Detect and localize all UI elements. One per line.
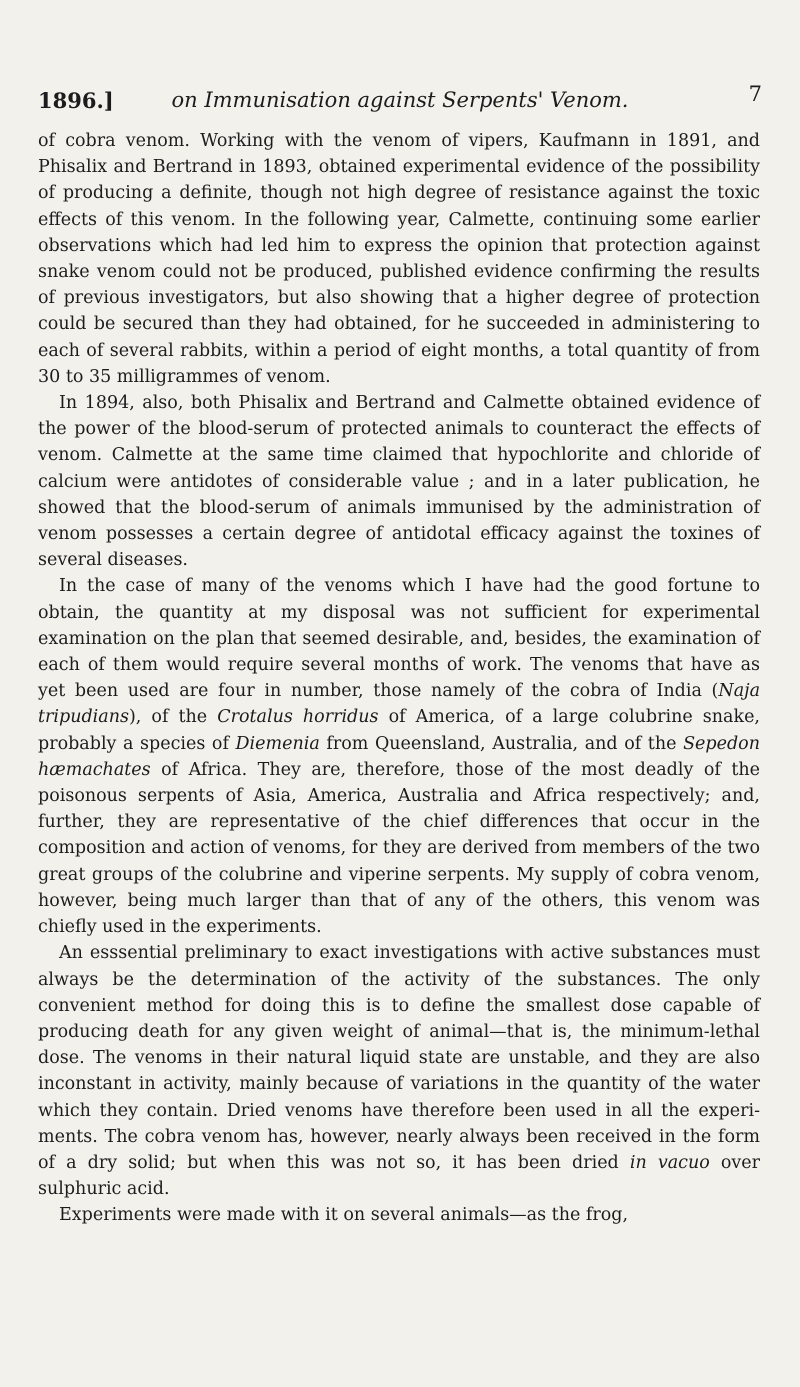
text-run: of cobra venom. Working with the venom of vipers, Kaufmann in 1891, and Phisalix and Bertrand in 1893, obtained experimental evidence of the possibility of producing a definite, though not high degree of resistance against the toxic effects of this venom. In the following year, Calmette, continuing some earlier observations which had led him to express the opinion that protection against snake venom could not be produced, published evidence confirming the results of previous investigators, but also showing that a higher degree of protection could be secured than they had obtained, for he succeeded in administering to each of several rabbits, within a period of eight months, a total quantity of from 30 to 35 milligrammes of venom. xyxy=(38,131,760,387)
text-run: In 1894, also, both Phisalix and Bertrand and Calmette obtained evidence of the power of the blood-serum of protected animals to counteract the effects of venom. Calmette at the same time claimed that hypochlorite and chloride of calcium were antidotes of considerable value ; and in a later publication, he showed that the blood-serum of animals immunised by the administration of venom possesses a certain degree of antidotal efficacy against the toxines of several diseases. xyxy=(38,393,760,571)
text-run: An esssential preliminary to exact investigations with active substances must always be the determination of the activity of the substances. The only convenient method for doing this is to define the smallest dose capable of producing death for any given weight of animal—that is, the minimum-lethal dose. The venoms in their natural liquid state are unstable, and they are also inconstant in activity, mainly because of variations in the quantity of the water which they contain. Dried venoms have therefore been used in all the experiments. The cobra venom has, however, nearly always been received in the form of a dry solid; but when this was not so, it has been dried xyxy=(38,943,760,1173)
text-run: In the case of many of the venoms which I have had the good fortune to obtain, the quantity at my disposal was not sufficient for experimental examination on the plan that seemed desirable, and, besides, the examination of each of them would require several months of work. The venoms that have as yet been used are four in number, those namely of the cobra of India ( xyxy=(38,576,760,702)
paragraph xyxy=(38,390,760,573)
running-header xyxy=(38,82,762,118)
italic-term: in vacuo xyxy=(629,1152,710,1173)
running-title: on Immunisation against Serpents' Venom. xyxy=(171,88,629,112)
header-year: 1896.] xyxy=(38,88,114,113)
paragraph xyxy=(38,573,760,940)
text-run: of America, of a large colubrine snake, probably a species of xyxy=(38,707,760,754)
italic-term: Diemenia xyxy=(235,733,320,754)
text-run: over sulphuric acid. xyxy=(38,1152,761,1200)
paragraph xyxy=(38,1202,760,1228)
text-run: from Queensland, Australia, and of the xyxy=(319,733,684,754)
italic-term: Crotalus horridus xyxy=(217,707,379,728)
paragraph xyxy=(38,940,760,1202)
italic-term: Sepedon hæmachates xyxy=(38,733,760,780)
text-run: Experiments were made with it on several animals—as the frog, xyxy=(59,1205,629,1226)
page-number: 7 xyxy=(748,82,762,106)
paragraph xyxy=(38,128,760,390)
text-run: ), of the xyxy=(128,707,218,728)
text-run: of Africa. They are, therefore, those of the most deadly of the poisonous serpents of Asia, America, Australia and Africa respectively; and, further, they are representative of the chief differences that occur in the composition and action of venoms, for they are derived from members of the two great groups of the colubrine and viperine serpents. My supply of cobra venom, however, being much larger than that of any of the others, this venom was chiefly used in the experiments. xyxy=(38,759,760,938)
body-text xyxy=(38,128,760,1229)
italic-term: Naja tripudians xyxy=(38,681,760,728)
